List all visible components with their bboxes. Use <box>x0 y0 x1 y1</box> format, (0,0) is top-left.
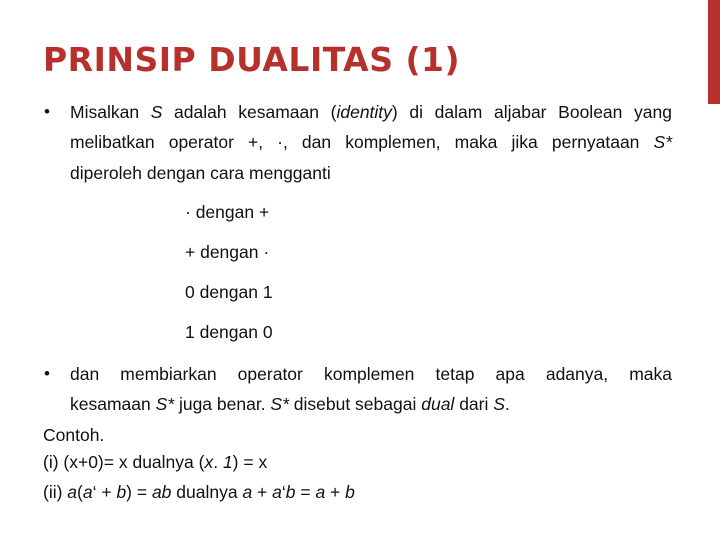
text-segment: a <box>272 482 282 502</box>
rule-item: · dengan + <box>185 202 270 222</box>
text-segment: S* <box>270 394 289 414</box>
text-segment: b <box>285 482 296 502</box>
text-segment: identity <box>336 102 392 122</box>
text-segment: dual <box>421 394 455 414</box>
text-segment: disebut sebagai <box>288 394 422 414</box>
rule-item: 0 dengan 1 <box>185 282 273 302</box>
text-segment: S <box>493 394 505 414</box>
rule-item: + dengan · <box>185 242 270 262</box>
text-segment: (ii) <box>43 482 68 502</box>
bullet2-line2 <box>70 393 510 415</box>
text-segment: ) = x <box>232 452 268 472</box>
text-segment: . <box>213 452 223 472</box>
text-segment: a <box>82 482 93 502</box>
text-segment: dualnya <box>171 482 243 502</box>
text-segment: + <box>252 482 273 502</box>
slide-title: PRINSIP DUALITAS (1) <box>43 40 461 79</box>
text-segment: b <box>116 482 127 502</box>
text-segment: dan membiarkan operator komplemen tetap apa adanya, maka <box>70 364 672 384</box>
text-segment: (i) (x+0)= x dualnya ( <box>43 452 205 472</box>
text-segment: S* <box>653 132 672 152</box>
text-segment: a <box>67 482 78 502</box>
text-segment: b <box>345 482 355 502</box>
example-1 <box>43 451 267 473</box>
rule-item: 1 dengan 0 <box>185 322 273 342</box>
text-segment: = <box>295 482 316 502</box>
bullet1-line2 <box>70 131 672 153</box>
text-segment: . <box>504 394 510 414</box>
text-segment: Misalkan <box>70 102 151 122</box>
text-segment: S <box>150 102 163 122</box>
text-segment: ( <box>77 482 83 502</box>
text-segment: ‘ <box>281 482 286 502</box>
bullet2-line1 <box>70 363 672 385</box>
text-segment: S* <box>155 394 175 414</box>
bullet1-line3 <box>70 162 331 184</box>
text-segment: melibatkan operator +, ·, dan komplemen, maka jika pernyataan <box>70 132 654 152</box>
text-segment: ) di dalam aljabar Boolean yang <box>391 102 672 122</box>
bullet1-line1 <box>70 101 672 123</box>
accent-bar <box>708 0 720 104</box>
text-segment: ) = <box>126 482 152 502</box>
bullet-marker: • <box>44 102 50 121</box>
text-segment: diperoleh dengan cara mengganti <box>70 163 331 183</box>
text-segment: a <box>315 482 326 502</box>
text-segment: adalah kesamaan ( <box>162 102 337 122</box>
text-segment: juga benar. <box>174 394 271 414</box>
bullet-marker: • <box>44 364 50 383</box>
text-segment: ‘ + <box>92 482 117 502</box>
text-segment: 1 <box>222 452 233 472</box>
text-segment: a <box>242 482 253 502</box>
example-label: Contoh. <box>43 425 105 445</box>
text-segment: + <box>325 482 346 502</box>
text-segment: dari <box>454 394 494 414</box>
example-2 <box>43 481 355 503</box>
text-segment: kesamaan <box>70 394 156 414</box>
text-segment: ab <box>151 482 172 502</box>
text-segment: x <box>204 452 214 472</box>
